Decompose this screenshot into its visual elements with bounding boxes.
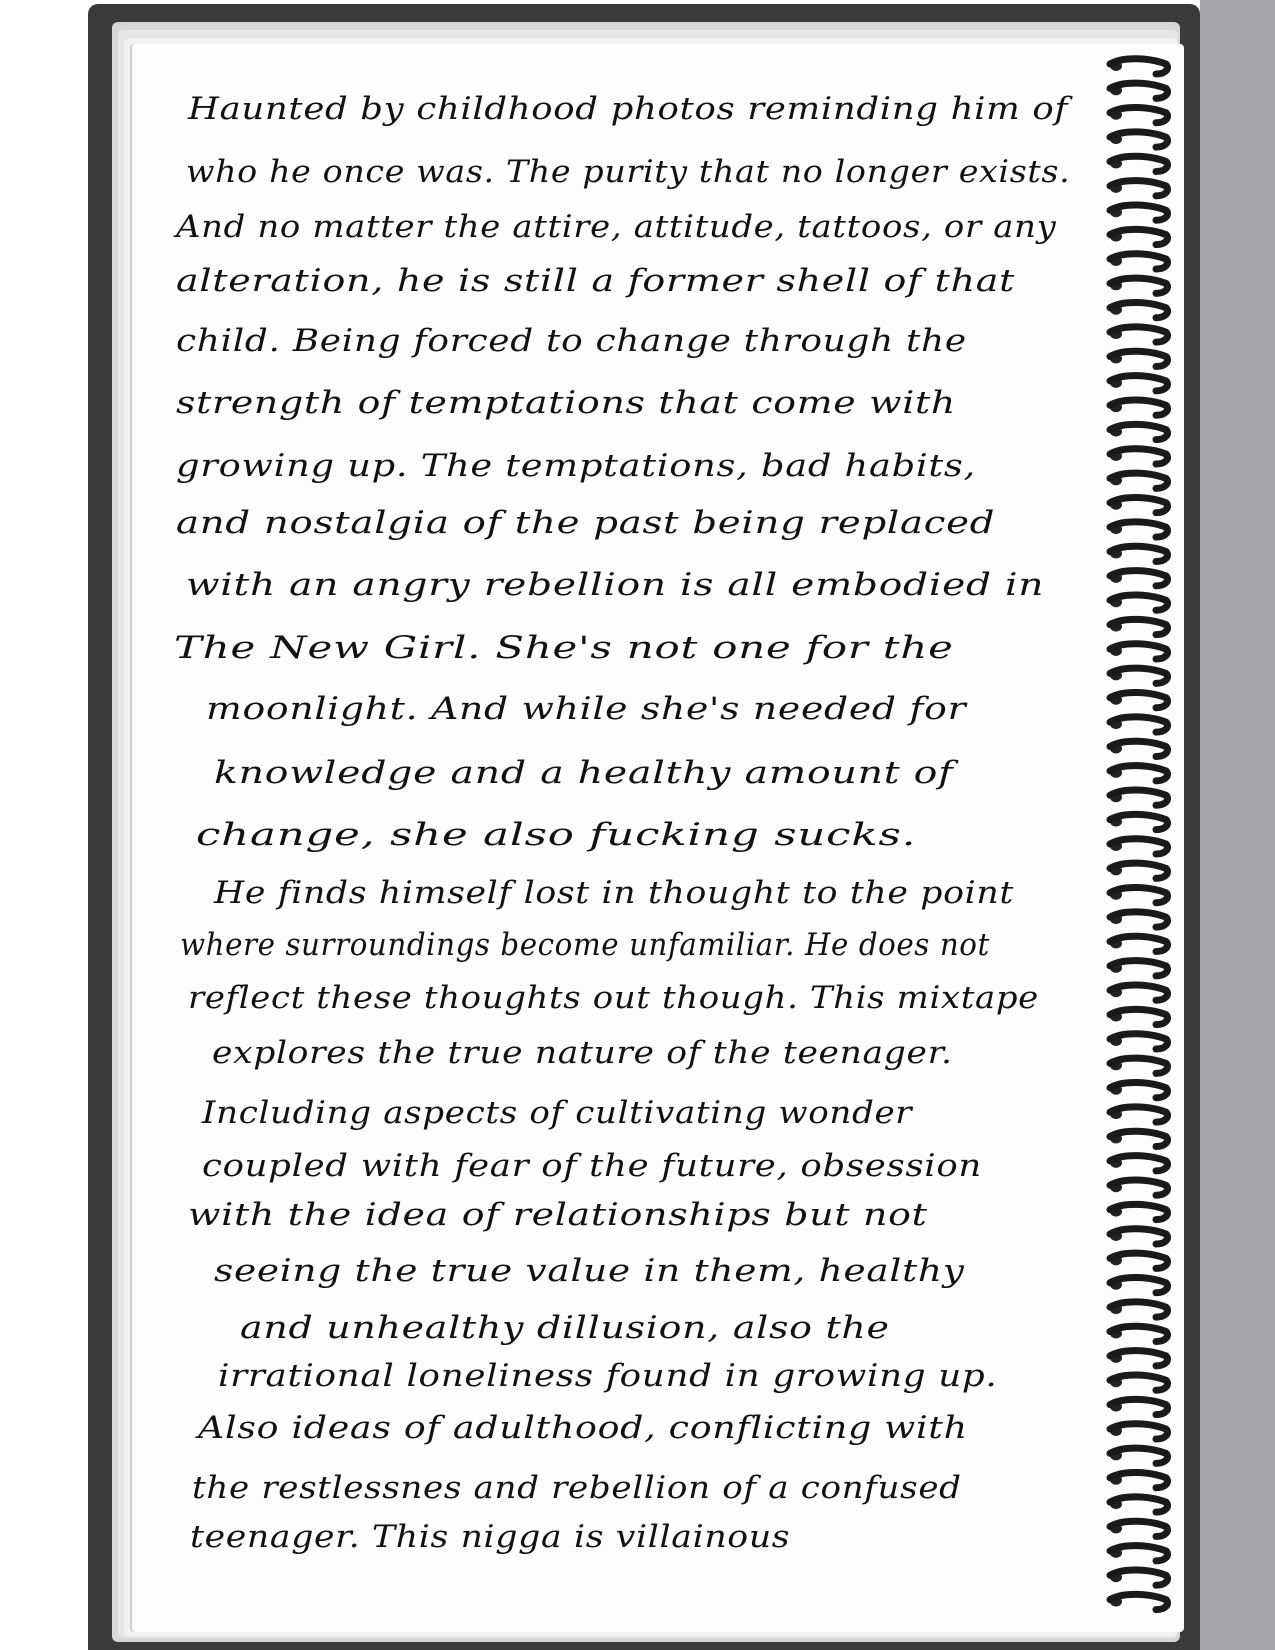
text-line: growing up. The temptations, bad habits,	[176, 448, 976, 484]
text-line: knowledge and a healthy amount of	[214, 755, 954, 791]
text-line: and nostalgia of the past being replaced	[176, 505, 996, 541]
text-line: Haunted by childhood photos reminding him of	[188, 91, 1069, 127]
spiral-binding-icon	[1104, 52, 1174, 1632]
text-line: The New Girl. She's not one for the	[174, 630, 954, 666]
text-line: change, she also fucking sucks.	[196, 817, 917, 853]
text-line: He finds himself lost in thought to the point	[214, 875, 1014, 911]
text-line: with an angry rebellion is all embodied in	[186, 567, 1045, 603]
text-line: Also ideas of adulthood, conflicting with	[198, 1410, 968, 1446]
text-line: reflect these thoughts out though. This mixtape	[188, 980, 1039, 1016]
text-line: with the idea of relationships but not	[188, 1197, 928, 1233]
text-line: irrational loneliness found in growing up.	[218, 1358, 998, 1394]
text-line: moonlight. And while she's needed for	[206, 691, 967, 727]
text-line: coupled with fear of the future, obsession	[202, 1148, 982, 1184]
text-line: explores the true nature of the teenager.	[212, 1035, 953, 1071]
text-line: child. Being forced to change through the	[176, 323, 967, 359]
text-line: And no matter the attire, attitude, tattoos, or any	[176, 209, 1057, 245]
text-line: alteration, he is still a former shell of that	[176, 263, 1016, 299]
text-line: who he once was. The purity that no longer exists.	[186, 154, 1071, 190]
text-line: where surroundings become unfamiliar. He does not	[180, 927, 990, 963]
text-line: seeing the true value in them, healthy	[214, 1253, 965, 1289]
text-line: Including aspects of cultivating wonder	[202, 1095, 913, 1131]
text-line: and unhealthy dillusion, also the	[240, 1310, 890, 1346]
scan-margin	[1200, 0, 1275, 1650]
text-line: strength of temptations that come with	[176, 385, 957, 421]
handwritten-text	[168, 88, 1071, 1588]
text-line: teenager. This nigga is villainous	[190, 1519, 791, 1555]
text-line: the restlessnes and rebellion of a confused	[192, 1470, 962, 1506]
